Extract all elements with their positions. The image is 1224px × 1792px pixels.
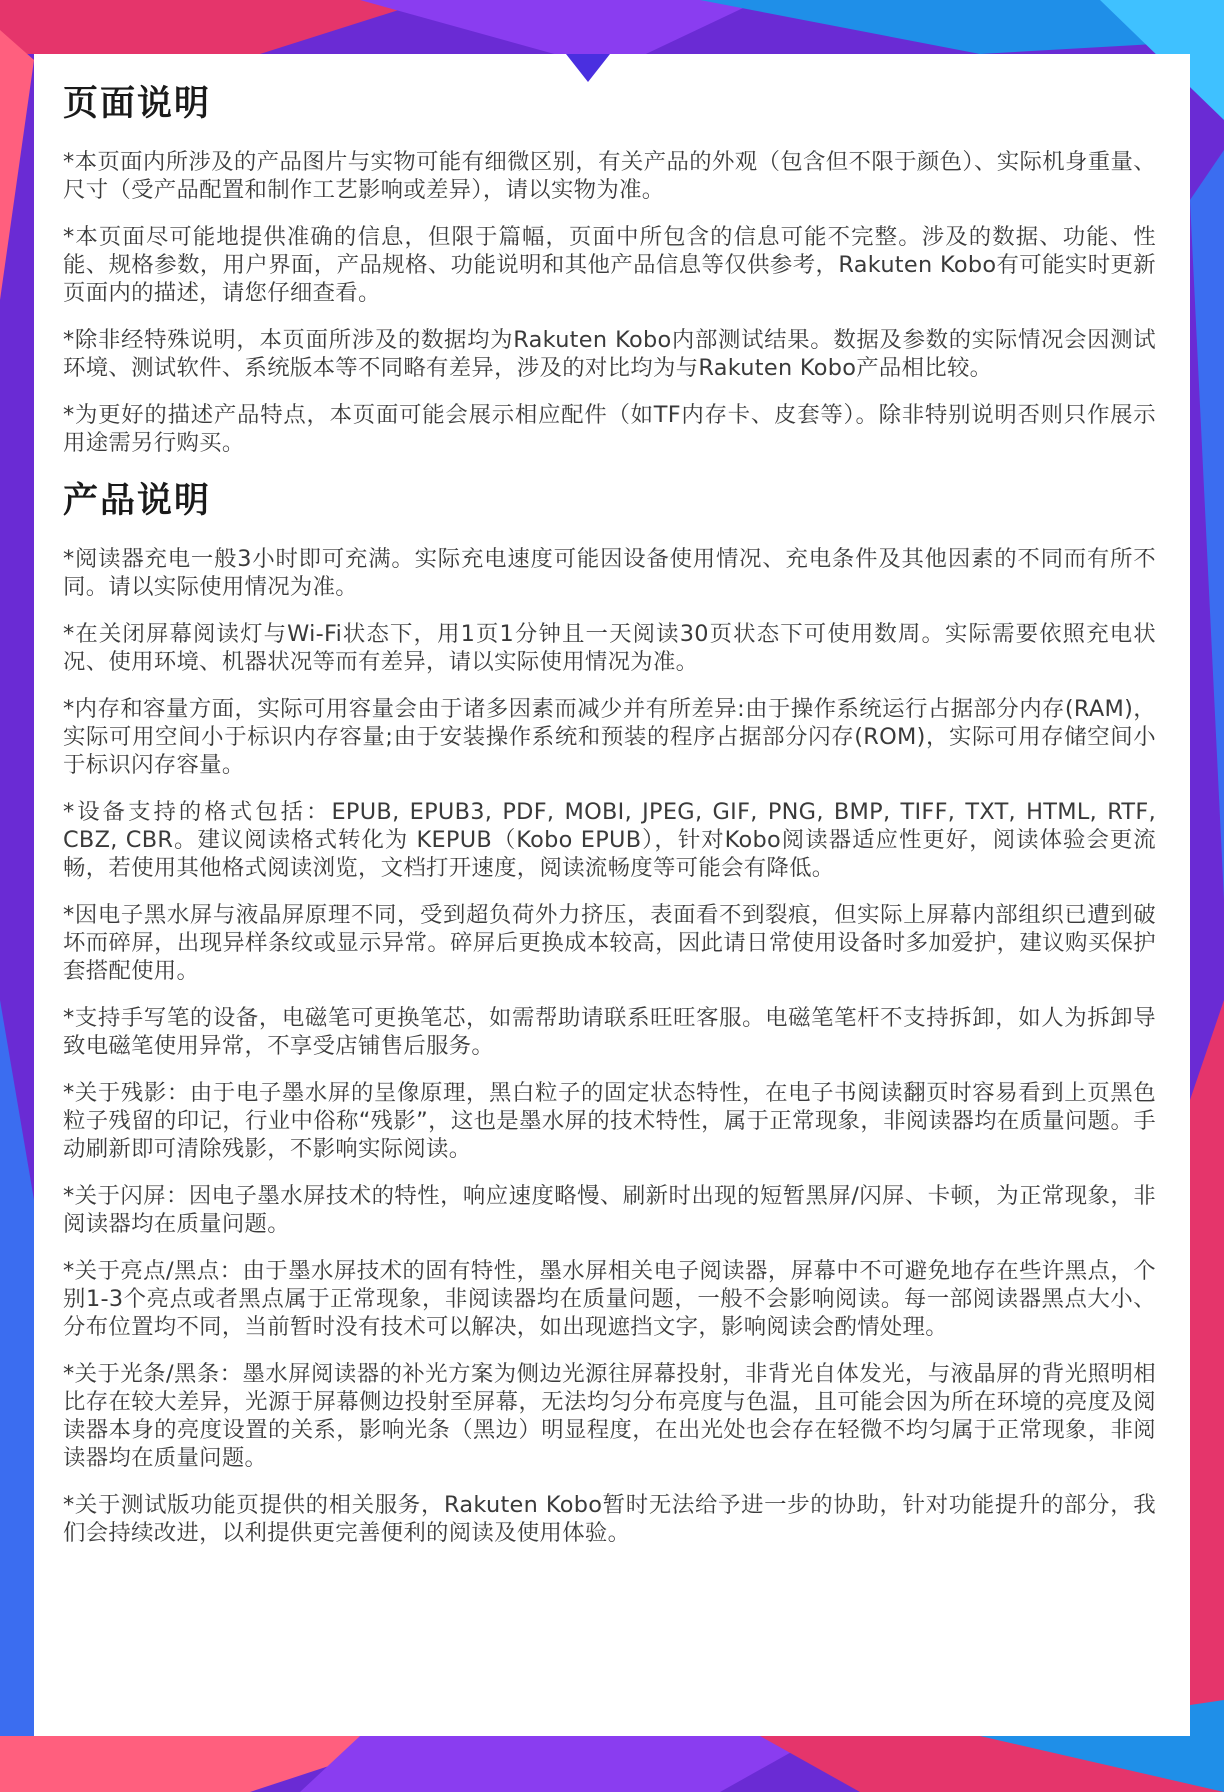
top-notch-decoration xyxy=(566,54,610,82)
section-title-page-notes: 页面说明 xyxy=(63,84,212,124)
product-note-paragraph: *在关闭屏幕阅读灯与Wi-Fi状态下，用1页1分钟且一天阅读30页状态下可使用数周。实际需要依照充电状况、使用环境、机器状况等而有差异，请以实际使用情况为准。 xyxy=(63,621,1156,675)
page-note-paragraph: *除非经特殊说明，本页面所涉及的数据均为Rakuten Kobo内部测试结果。数据及参数的实际情况会因测试环境、测试软件、系统版本等不同略有差异，涉及的对比均为与Rakuten Kobo产品相比较。 xyxy=(63,327,1156,381)
product-note-paragraph: *关于光条/黑条：墨水屏阅读器的补光方案为侧边光源往屏幕投射，非背光自体发光，与液晶屏的背光照明相比存在较大差异，光源于屏幕侧边投射至屏幕，无法均匀分布亮度与色温，且可能会因为所在环境的亮度及阅读器本身的亮度设置的关系，影响光条（黑边）明显程度，在出光处也会存在轻微不均匀属于正常现象，非阅读器均在质量问题。 xyxy=(63,1361,1156,1471)
page-note-paragraph: *本页面内所涉及的产品图片与实物可能有细微区别，有关产品的外观（包含但不限于颜色）、实际机身重量、尺寸（受产品配置和制作工艺影响或差异），请以实物为准。 xyxy=(63,149,1156,203)
page-note-paragraph: *本页面尽可能地提供准确的信息，但限于篇幅，页面中所包含的信息可能不完整。涉及的数据、功能、性能、规格参数，用户界面，产品规格、功能说明和其他产品信息等仅供参考，Rakuten Kobo有可能实时更新页面内的描述，请您仔细查看。 xyxy=(63,224,1156,306)
page-note-paragraph: *为更好的描述产品特点，本页面可能会展示相应配件（如TF内存卡、皮套等）。除非特别说明否则只作展示用途需另行购买。 xyxy=(63,402,1156,456)
section-title-product-notes: 产品说明 xyxy=(63,481,212,521)
product-note-paragraph: *关于残影：由于电子墨水屏的呈像原理，黑白粒子的固定状态特性，在电子书阅读翻页时容易看到上页黑色粒子残留的印记，行业中俗称“残影”，这也是墨水屏的技术特性，属于正常现象，非阅读器均在质量问题。手动刷新即可清除残影，不影响实际阅读。 xyxy=(63,1080,1156,1162)
product-note-paragraph: *阅读器充电一般3小时即可充满。实际充电速度可能因设备使用情况、充电条件及其他因素的不同而有所不同。请以实际使用情况为准。 xyxy=(63,546,1156,600)
content-panel xyxy=(34,54,1190,1736)
product-note-paragraph: *内存和容量方面，实际可用容量会由于诸多因素而减少并有所差异:由于操作系统运行占据部分内存(RAM)，实际可用空间小于标识内存容量;由于安装操作系统和预装的程序占据部分闪存(ROM)，实际可用存储空间小于标识闪存容量。 xyxy=(63,696,1156,778)
product-note-paragraph: *关于闪屏：因电子墨水屏技术的特性，响应速度略慢、刷新时出现的短暂黑屏/闪屏、卡顿，为正常现象，非阅读器均在质量问题。 xyxy=(63,1183,1156,1237)
product-note-paragraph: *因电子黑水屏与液晶屏原理不同，受到超负荷外力挤压，表面看不到裂痕，但实际上屏幕内部组织已遭到破坏而碎屏，出现异样条纹或显示异常。碎屏后更换成本较高，因此请日常使用设备时多加爱护，建议购买保护套搭配使用。 xyxy=(63,902,1156,984)
product-note-paragraph: *关于亮点/黑点：由于墨水屏技术的固有特性，墨水屏相关电子阅读器，屏幕中不可避免地存在些许黑点，个别1-3个亮点或者黑点属于正常现象，非阅读器均在质量问题，一般不会影响阅读。每一部阅读器黑点大小、分布位置均不同，当前暂时没有技术可以解决，如出现遮挡文字，影响阅读会酌情处理。 xyxy=(63,1258,1156,1340)
product-note-paragraph: *关于测试版功能页提供的相关服务，Rakuten Kobo暂时无法给予进一步的协助，针对功能提升的部分，我们会持续改进，以利提供更完善便利的阅读及使用体验。 xyxy=(63,1492,1156,1546)
product-note-paragraph: *设备支持的格式包括：EPUB, EPUB3, PDF, MOBI, JPEG, GIF, PNG, BMP, TIFF, TXT, HTML, RTF, CBZ, CBR。建议阅读格式转化为 KEPUB（Kobo EPUB），针对Kobo阅读器适应性更好，阅读体验会更流畅，若使用其他格式阅读浏览，文档打开速度，阅读流畅度等可能会有降低。 xyxy=(63,799,1156,881)
product-note-paragraph: *支持手写笔的设备，电磁笔可更换笔芯，如需帮助请联系旺旺客服。电磁笔笔杆不支持拆卸，如人为拆卸导致电磁笔使用异常，不享受店铺售后服务。 xyxy=(63,1005,1156,1059)
